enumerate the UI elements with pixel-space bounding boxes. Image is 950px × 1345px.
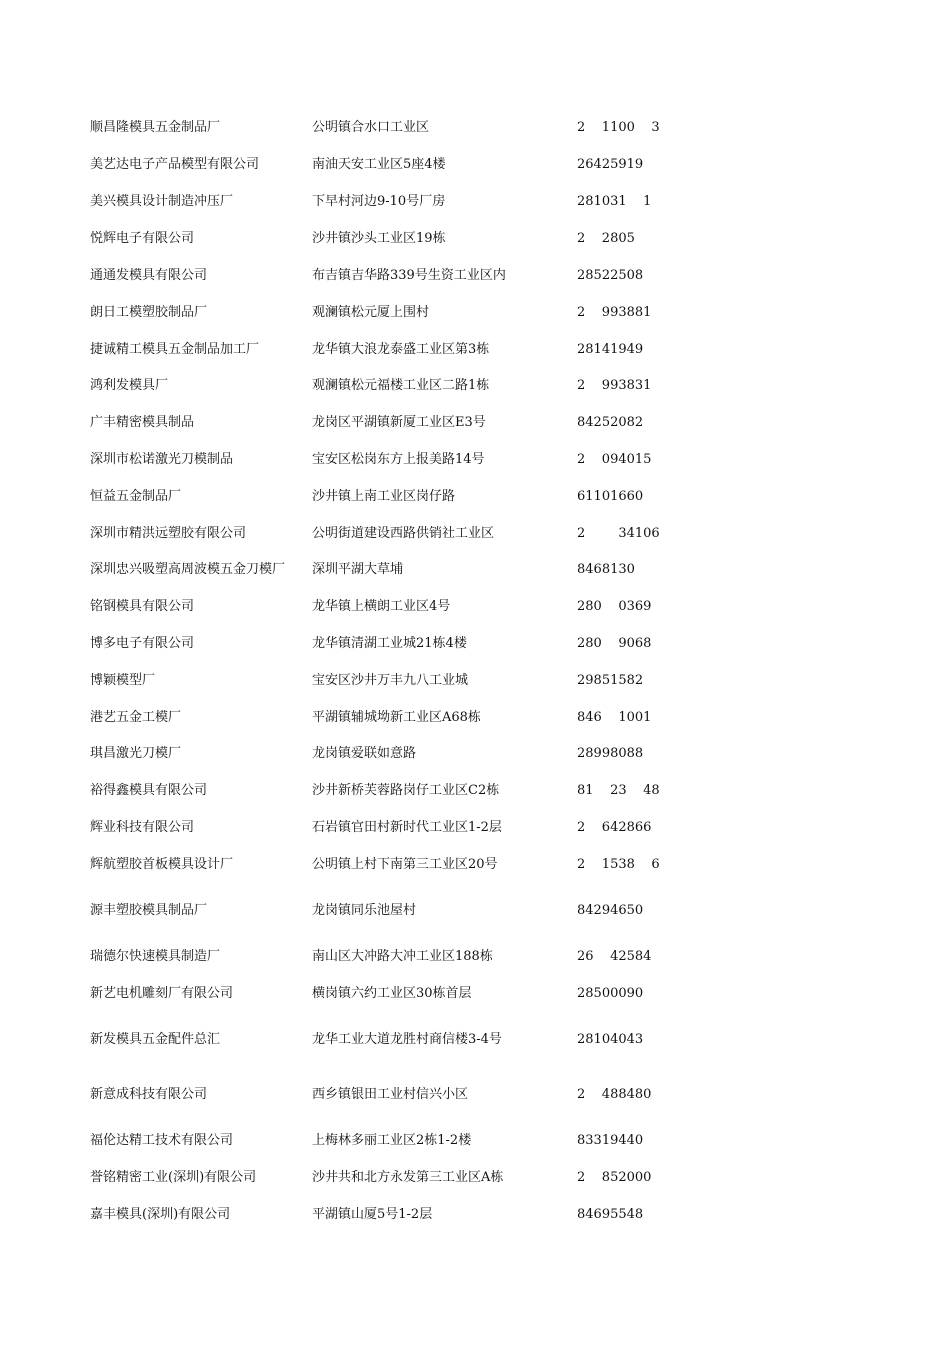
company-phone: 81 23 48 [577, 783, 660, 798]
company-address: 南山区大冲路大冲工业区188栋 [312, 949, 493, 964]
company-name: 辉业科技有限公司 [90, 820, 195, 835]
table-row [0, 986, 950, 1010]
table-row [0, 489, 950, 513]
table-row [0, 1207, 950, 1231]
company-name: 源丰塑胶模具制品厂 [90, 903, 208, 918]
company-address: 西乡镇银田工业村信兴小区 [312, 1087, 469, 1102]
company-name: 顺昌隆模具五金制品厂 [90, 120, 221, 135]
company-name: 福伦达精工技术有限公司 [90, 1133, 234, 1148]
company-address: 下早村河边9-10号厂房 [312, 194, 446, 209]
company-phone: 846 1001 [577, 710, 652, 725]
table-row [0, 452, 950, 476]
company-address: 龙华镇清湖工业城21栋4楼 [312, 636, 467, 651]
company-address: 布吉镇吉华路339号生资工业区内 [312, 268, 506, 283]
company-address: 上梅林多丽工业区2栋1-2楼 [312, 1133, 472, 1148]
company-phone: 2 993831 [577, 378, 652, 393]
table-row [0, 783, 950, 807]
company-phone: 280 9068 [577, 636, 652, 651]
company-phone: 28998088 [577, 746, 644, 761]
company-name: 嘉丰模具(深圳)有限公司 [90, 1207, 231, 1222]
table-row [0, 1087, 950, 1111]
company-address: 公明街道建设西路供销社工业区 [312, 526, 495, 541]
company-address: 平湖镇辅城坳新工业区A68栋 [312, 710, 481, 725]
company-phone: 2 1100 3 [577, 120, 660, 135]
company-name: 港艺五金工模厂 [90, 710, 182, 725]
company-phone: 2 488480 [577, 1087, 652, 1102]
company-name: 朗日工模塑胶制品厂 [90, 305, 208, 320]
table-row [0, 903, 950, 927]
table-row [0, 1032, 950, 1056]
company-address: 观澜镇松元福楼工业区二路1栋 [312, 378, 490, 393]
table-row [0, 342, 950, 366]
company-name: 深圳市松诺激光刀模制品 [90, 452, 234, 467]
table-row [0, 599, 950, 623]
company-phone: 8468130 [577, 562, 635, 577]
company-phone: 2 852000 [577, 1170, 652, 1185]
table-row [0, 305, 950, 329]
company-name: 裕得鑫模具有限公司 [90, 783, 208, 798]
company-name: 美兴模具设计制造冲压厂 [90, 194, 234, 209]
company-address: 沙井新桥芙蓉路岗仔工业区C2栋 [312, 783, 500, 798]
company-name: 通通发模具有限公司 [90, 268, 208, 283]
company-address: 龙华工业大道龙胜村商信楼3-4号 [312, 1032, 502, 1047]
company-phone: 2 642866 [577, 820, 652, 835]
company-name: 誉铭精密工业(深圳)有限公司 [90, 1170, 257, 1185]
company-phone: 28104043 [577, 1032, 644, 1047]
company-phone: 61101660 [577, 489, 644, 504]
company-phone: 26 42584 [577, 949, 652, 964]
company-phone: 2 1538 6 [577, 857, 660, 872]
company-name: 恒益五金制品厂 [90, 489, 182, 504]
table-row [0, 378, 950, 402]
table-row [0, 1133, 950, 1157]
company-name: 辉航塑胶首板模具设计厂 [90, 857, 234, 872]
company-phone: 28141949 [577, 342, 644, 357]
company-name: 广丰精密模具制品 [90, 415, 195, 430]
company-address: 公明镇合水口工业区 [312, 120, 430, 135]
company-address: 宝安区沙井万丰九八工业城 [312, 673, 469, 688]
company-address: 南油天安工业区5座4楼 [312, 157, 446, 172]
company-address: 沙井镇上南工业区岗仔路 [312, 489, 456, 504]
table-row [0, 194, 950, 218]
company-address: 龙岗镇爱联如意路 [312, 746, 417, 761]
company-name: 铭钢模具有限公司 [90, 599, 195, 614]
company-phone: 26425919 [577, 157, 644, 172]
table-row [0, 231, 950, 255]
company-address: 公明镇上村下南第三工业区20号 [312, 857, 498, 872]
company-name: 美艺达电子产品模型有限公司 [90, 157, 260, 172]
company-address: 石岩镇官田村新时代工业区1-2层 [312, 820, 502, 835]
company-address: 沙井共和北方永发第三工业区A栋 [312, 1170, 504, 1185]
company-name: 鸿利发模具厂 [90, 378, 169, 393]
company-phone: 84252082 [577, 415, 644, 430]
company-phone: 84294650 [577, 903, 644, 918]
table-row [0, 562, 950, 586]
table-row [0, 820, 950, 844]
company-name: 瑞德尔快速模具制造厂 [90, 949, 221, 964]
table-row [0, 157, 950, 181]
company-phone: 280 0369 [577, 599, 652, 614]
company-name: 深圳市精洪远塑胶有限公司 [90, 526, 247, 541]
company-phone: 83319440 [577, 1133, 644, 1148]
table-row [0, 636, 950, 660]
table-row [0, 1170, 950, 1194]
table-row [0, 673, 950, 697]
company-name: 悦辉电子有限公司 [90, 231, 195, 246]
company-address: 观澜镇松元厦上围村 [312, 305, 430, 320]
table-row [0, 526, 950, 550]
table-row [0, 710, 950, 734]
company-phone: 2 094015 [577, 452, 652, 467]
table-row [0, 746, 950, 770]
company-name: 博颖模型厂 [90, 673, 156, 688]
company-phone: 2 34106 [577, 526, 660, 541]
company-phone: 28522508 [577, 268, 644, 283]
company-name: 新发模具五金配件总汇 [90, 1032, 221, 1047]
table-row [0, 949, 950, 973]
company-phone: 2 993881 [577, 305, 652, 320]
company-phone: 2 2805 [577, 231, 635, 246]
company-name: 博多电子有限公司 [90, 636, 195, 651]
company-name: 捷诚精工模具五金制品加工厂 [90, 342, 260, 357]
company-address: 平湖镇山厦5号1-2层 [312, 1207, 433, 1222]
company-phone: 84695548 [577, 1207, 644, 1222]
company-name: 新意成科技有限公司 [90, 1087, 208, 1102]
table-row [0, 120, 950, 144]
company-name: 新艺电机雕刻厂有限公司 [90, 986, 234, 1001]
company-address: 深圳平湖大草埔 [312, 562, 404, 577]
company-address: 龙华镇大浪龙泰盛工业区第3栋 [312, 342, 490, 357]
company-address: 龙岗区平湖镇新厦工业区E3号 [312, 415, 486, 430]
company-address: 宝安区松岗东方上报美路14号 [312, 452, 485, 467]
table-row [0, 857, 950, 881]
company-name: 琪昌激光刀模厂 [90, 746, 182, 761]
table-row [0, 268, 950, 292]
table-row [0, 415, 950, 439]
company-phone: 281031 1 [577, 194, 652, 209]
company-name: 深圳忠兴吸塑高周波模五金刀模厂 [90, 562, 286, 577]
company-phone: 29851582 [577, 673, 644, 688]
company-address: 龙岗镇同乐池屋村 [312, 903, 417, 918]
company-address: 横岗镇六约工业区30栋首层 [312, 986, 472, 1001]
company-phone: 28500090 [577, 986, 644, 1001]
company-address: 龙华镇上横朗工业区4号 [312, 599, 451, 614]
company-address: 沙井镇沙头工业区19栋 [312, 231, 446, 246]
